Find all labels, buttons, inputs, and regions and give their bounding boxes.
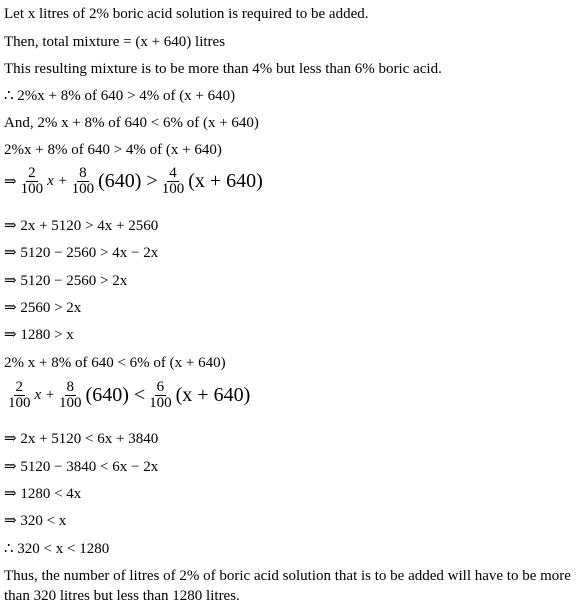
numerator: 8 xyxy=(66,379,75,395)
text-line-16: ⇒ 5120 − 3840 < 6x − 2x xyxy=(4,459,159,475)
fraction xyxy=(160,166,187,197)
denominator: 100 xyxy=(71,181,95,197)
text-line-4: ∴ 2%x + 8% of 640 > 4% of (x + 640) xyxy=(4,88,236,104)
fraction-equation-1 xyxy=(4,166,263,197)
text-line-2: Then, total mixture = (x + 640) litres xyxy=(4,34,226,50)
fraction xyxy=(19,166,46,197)
implies-symbol: ⇒ xyxy=(4,174,17,190)
fraction xyxy=(6,380,33,411)
text-line-1: Let x litres of 2% boric acid solution is required to be added. xyxy=(4,6,369,22)
text-line-18: ⇒ 320 < x xyxy=(4,513,67,529)
text-line-8: ⇒ 2x + 5120 > 4x + 2560 xyxy=(4,218,159,234)
expression-part: (640) > xyxy=(98,170,158,192)
text-line-15: ⇒ 2x + 5120 < 6x + 3840 xyxy=(4,431,159,447)
denominator: 100 xyxy=(59,395,82,411)
text-line-5: And, 2% x + 8% of 640 < 6% of (x + 640) xyxy=(4,115,259,131)
fraction-equation-2 xyxy=(4,380,250,411)
numerator: 4 xyxy=(169,165,177,181)
expression-part: (640) < xyxy=(85,384,146,406)
fraction xyxy=(57,380,84,411)
numerator: 2 xyxy=(28,165,36,181)
text-line-13: 2% x + 8% of 640 < 6% of (x + 640) xyxy=(4,355,226,371)
expression-part: x + xyxy=(34,387,56,403)
text-line-11: ⇒ 2560 > 2x xyxy=(4,300,82,316)
numerator: 6 xyxy=(156,379,165,395)
conclusion-paragraph: Thus, the number of litres of 2% of boric acid solution that is to be added will have to be more than 320 litres but less than 1280 litres. xyxy=(4,568,571,604)
numerator: 8 xyxy=(79,165,87,181)
text-line-6: 2%x + 8% of 640 > 4% of (x + 640) xyxy=(4,142,222,158)
fraction xyxy=(147,380,174,411)
denominator: 100 xyxy=(8,395,31,411)
text-line-12: ⇒ 1280 > x xyxy=(4,327,74,343)
numerator: 2 xyxy=(15,379,23,395)
denominator: 100 xyxy=(20,181,44,197)
expression-part: x + xyxy=(47,173,68,189)
denominator: 100 xyxy=(161,181,185,197)
denominator: 100 xyxy=(149,395,172,411)
text-line-10: ⇒ 5120 − 2560 > 2x xyxy=(4,273,128,289)
expression-part: (x + 640) xyxy=(175,384,251,406)
text-line-19: ∴ 320 < x < 1280 xyxy=(4,541,110,557)
text-line-3: This resulting mixture is to be more than 4% but less than 6% boric acid. xyxy=(4,61,442,77)
text-line-9: ⇒ 5120 − 2560 > 4x − 2x xyxy=(4,245,159,261)
expression-part: (x + 640) xyxy=(188,170,263,192)
text-line-17: ⇒ 1280 < 4x xyxy=(4,486,82,502)
fraction xyxy=(70,166,97,197)
